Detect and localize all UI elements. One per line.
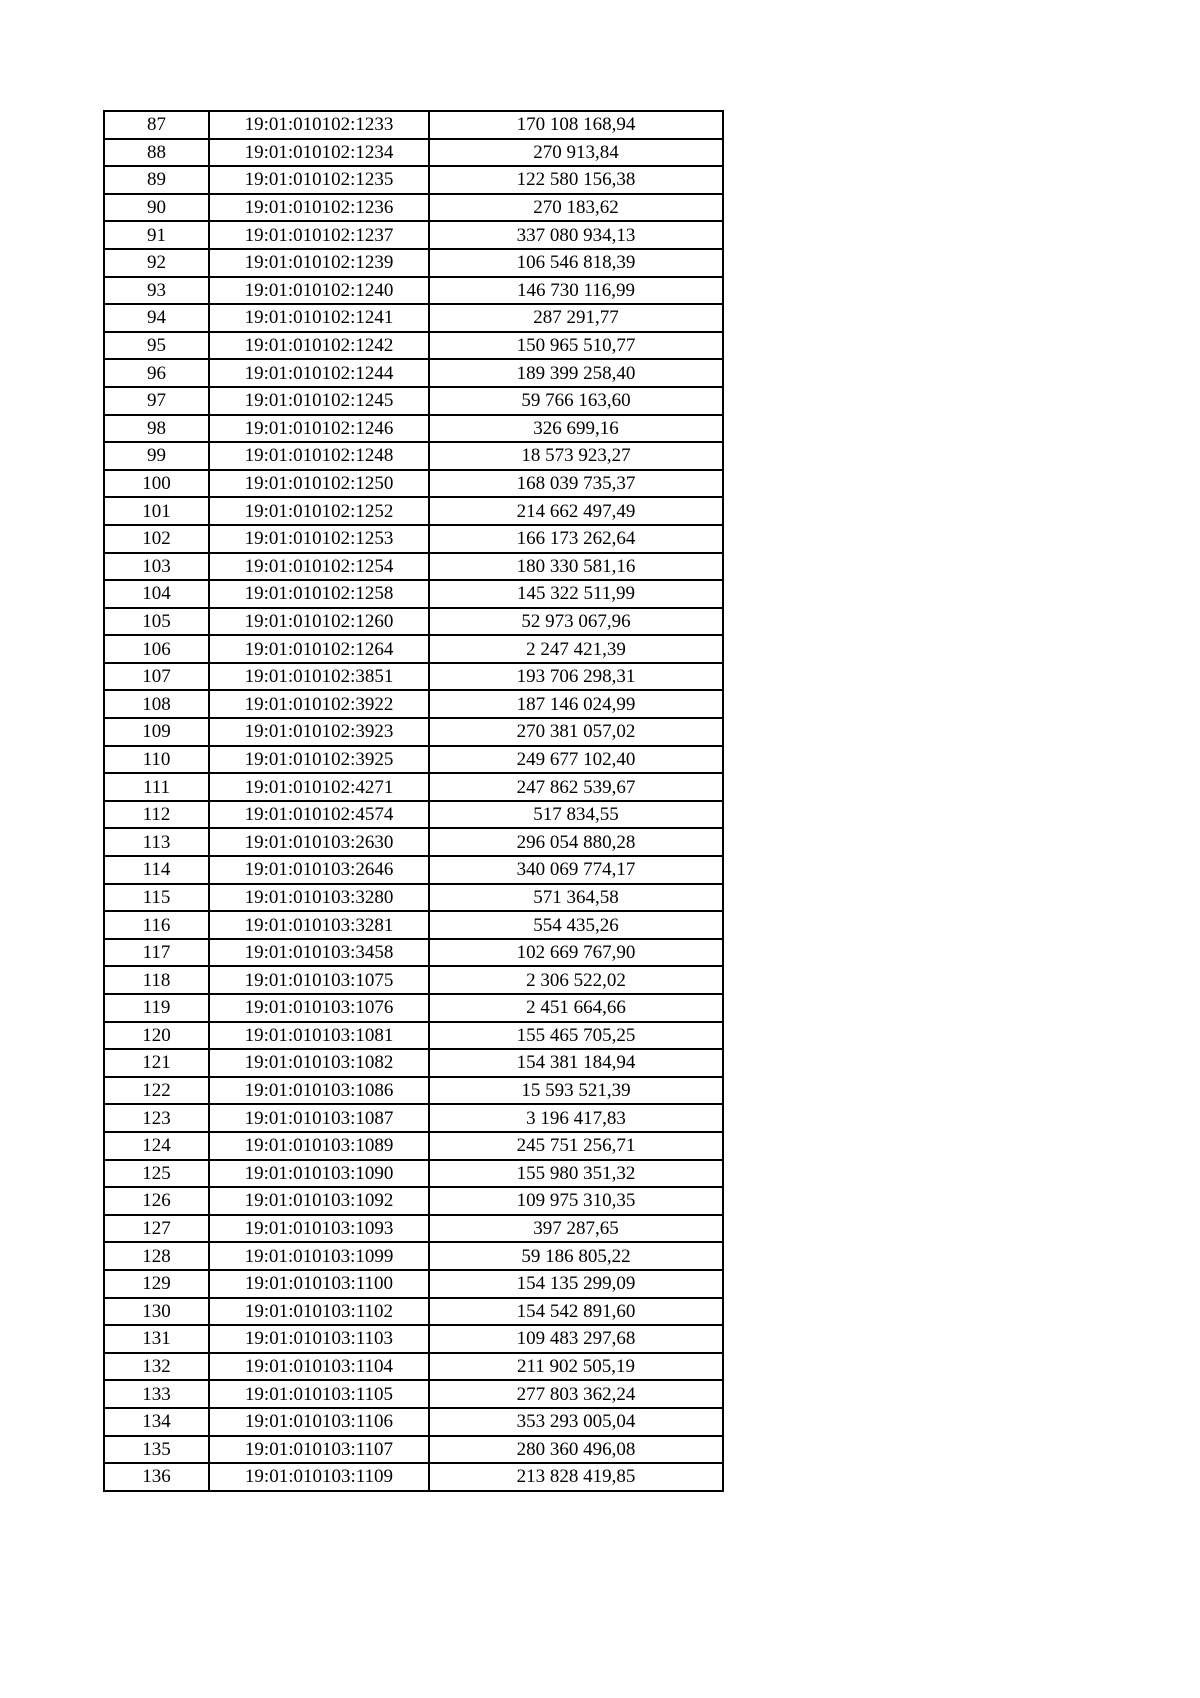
row-number-cell: 116 (104, 911, 209, 939)
cadastral-number-cell: 19:01:010102:1242 (209, 332, 429, 360)
cadastral-number-cell: 19:01:010102:1236 (209, 194, 429, 222)
cadastral-number-cell: 19:01:010103:3281 (209, 911, 429, 939)
table-row (104, 746, 723, 774)
row-number-cell: 121 (104, 1049, 209, 1077)
cadastral-number-cell: 19:01:010103:2630 (209, 828, 429, 856)
table-row (104, 690, 723, 718)
cadastral-value-cell: 280 360 496,08 (429, 1436, 723, 1464)
cadastral-number-cell: 19:01:010102:3922 (209, 690, 429, 718)
table-row (104, 966, 723, 994)
cadastral-value-cell: 247 862 539,67 (429, 773, 723, 801)
cadastral-value-cell: 277 803 362,24 (429, 1380, 723, 1408)
table-row (104, 442, 723, 470)
cadastral-value-cell: 245 751 256,71 (429, 1132, 723, 1160)
row-number-cell: 108 (104, 690, 209, 718)
row-number-cell: 90 (104, 194, 209, 222)
table-row (104, 1104, 723, 1132)
table-row (104, 470, 723, 498)
cadastral-number-cell: 19:01:010102:1237 (209, 221, 429, 249)
row-number-cell: 126 (104, 1187, 209, 1215)
cadastral-value-cell: 571 364,58 (429, 884, 723, 912)
row-number-cell: 105 (104, 608, 209, 636)
row-number-cell: 115 (104, 884, 209, 912)
cadastral-number-cell: 19:01:010102:1253 (209, 525, 429, 553)
cadastral-number-cell: 19:01:010103:1099 (209, 1242, 429, 1270)
table-row (104, 608, 723, 636)
table-row (104, 359, 723, 387)
row-number-cell: 113 (104, 828, 209, 856)
row-number-cell: 112 (104, 801, 209, 829)
table-row (104, 332, 723, 360)
row-number-cell: 94 (104, 304, 209, 332)
cadastral-value-cell: 214 662 497,49 (429, 497, 723, 525)
table-row (104, 1463, 723, 1491)
row-number-cell: 120 (104, 1022, 209, 1050)
cadastral-value-cell: 340 069 774,17 (429, 856, 723, 884)
cadastral-value-cell: 270 381 057,02 (429, 718, 723, 746)
cadastral-value-cell: 122 580 156,38 (429, 166, 723, 194)
cadastral-value-cell: 189 399 258,40 (429, 359, 723, 387)
cadastral-value-cell: 213 828 419,85 (429, 1463, 723, 1491)
cadastral-value-cell: 109 975 310,35 (429, 1187, 723, 1215)
cadastral-number-cell: 19:01:010103:2646 (209, 856, 429, 884)
row-number-cell: 104 (104, 580, 209, 608)
row-number-cell: 131 (104, 1325, 209, 1353)
cadastral-value-cell: 59 186 805,22 (429, 1242, 723, 1270)
table-row (104, 304, 723, 332)
cadastral-number-cell: 19:01:010102:3851 (209, 663, 429, 691)
table-row (104, 1436, 723, 1464)
cadastral-value-cell: 517 834,55 (429, 801, 723, 829)
table-row (104, 111, 723, 139)
cadastral-value-cell: 18 573 923,27 (429, 442, 723, 470)
cadastral-number-cell: 19:01:010103:1105 (209, 1380, 429, 1408)
cadastral-number-cell: 19:01:010103:1107 (209, 1436, 429, 1464)
table-row (104, 139, 723, 167)
cadastral-number-cell: 19:01:010102:1250 (209, 470, 429, 498)
cadastral-value-cell: 59 766 163,60 (429, 387, 723, 415)
row-number-cell: 103 (104, 553, 209, 581)
cadastral-number-cell: 19:01:010103:1087 (209, 1104, 429, 1132)
row-number-cell: 134 (104, 1408, 209, 1436)
cadastral-number-cell: 19:01:010103:1100 (209, 1270, 429, 1298)
cadastral-number-cell: 19:01:010102:1260 (209, 608, 429, 636)
table-row (104, 1298, 723, 1326)
cadastral-value-cell: 2 247 421,39 (429, 635, 723, 663)
table-row (104, 1270, 723, 1298)
table-row (104, 994, 723, 1022)
table-row (104, 1408, 723, 1436)
cadastral-number-cell: 19:01:010102:1241 (209, 304, 429, 332)
cadastral-number-cell: 19:01:010102:1239 (209, 249, 429, 277)
cadastral-number-cell: 19:01:010102:1245 (209, 387, 429, 415)
row-number-cell: 109 (104, 718, 209, 746)
table-row (104, 497, 723, 525)
row-number-cell: 107 (104, 663, 209, 691)
row-number-cell: 88 (104, 139, 209, 167)
cadastral-number-cell: 19:01:010102:4271 (209, 773, 429, 801)
cadastral-value-cell: 102 669 767,90 (429, 939, 723, 967)
cadastral-value-cell: 170 108 168,94 (429, 111, 723, 139)
table-row (104, 221, 723, 249)
cadastral-value-cell: 270 183,62 (429, 194, 723, 222)
cadastral-number-cell: 19:01:010103:3280 (209, 884, 429, 912)
row-number-cell: 136 (104, 1463, 209, 1491)
row-number-cell: 128 (104, 1242, 209, 1270)
cadastral-number-cell: 19:01:010102:1258 (209, 580, 429, 608)
cadastral-value-cell: 353 293 005,04 (429, 1408, 723, 1436)
table-row (104, 828, 723, 856)
table-row (104, 1160, 723, 1188)
row-number-cell: 111 (104, 773, 209, 801)
cadastral-value-cell: 106 546 818,39 (429, 249, 723, 277)
row-number-cell: 129 (104, 1270, 209, 1298)
row-number-cell: 99 (104, 442, 209, 470)
table-row (104, 249, 723, 277)
table-row (104, 718, 723, 746)
cadastral-value-cell: 193 706 298,31 (429, 663, 723, 691)
row-number-cell: 132 (104, 1353, 209, 1381)
cadastral-value-cell: 326 699,16 (429, 415, 723, 443)
table-row (104, 663, 723, 691)
cadastral-value-cell: 211 902 505,19 (429, 1353, 723, 1381)
cadastral-value-table (103, 110, 724, 1492)
cadastral-value-cell: 155 465 705,25 (429, 1022, 723, 1050)
cadastral-value-cell: 154 542 891,60 (429, 1298, 723, 1326)
cadastral-value-cell: 2 451 664,66 (429, 994, 723, 1022)
cadastral-value-cell: 2 306 522,02 (429, 966, 723, 994)
row-number-cell: 119 (104, 994, 209, 1022)
table-row (104, 773, 723, 801)
row-number-cell: 122 (104, 1077, 209, 1105)
cadastral-number-cell: 19:01:010102:3923 (209, 718, 429, 746)
row-number-cell: 93 (104, 277, 209, 305)
cadastral-value-cell: 166 173 262,64 (429, 525, 723, 553)
cadastral-number-cell: 19:01:010103:1089 (209, 1132, 429, 1160)
cadastral-number-cell: 19:01:010102:1254 (209, 553, 429, 581)
row-number-cell: 100 (104, 470, 209, 498)
cadastral-value-cell: 296 054 880,28 (429, 828, 723, 856)
row-number-cell: 114 (104, 856, 209, 884)
cadastral-number-cell: 19:01:010103:1093 (209, 1215, 429, 1243)
row-number-cell: 98 (104, 415, 209, 443)
cadastral-number-cell: 19:01:010103:1086 (209, 1077, 429, 1105)
cadastral-number-cell: 19:01:010103:1075 (209, 966, 429, 994)
table-row (104, 1187, 723, 1215)
cadastral-value-cell: 52 973 067,96 (429, 608, 723, 636)
row-number-cell: 124 (104, 1132, 209, 1160)
cadastral-number-cell: 19:01:010102:1244 (209, 359, 429, 387)
cadastral-number-cell: 19:01:010103:1090 (209, 1160, 429, 1188)
cadastral-value-cell: 397 287,65 (429, 1215, 723, 1243)
row-number-cell: 118 (104, 966, 209, 994)
cadastral-number-cell: 19:01:010102:3925 (209, 746, 429, 774)
table-row (104, 884, 723, 912)
cadastral-value-cell: 109 483 297,68 (429, 1325, 723, 1353)
table-row (104, 277, 723, 305)
table-row (104, 1049, 723, 1077)
table-row (104, 194, 723, 222)
table-row (104, 1380, 723, 1408)
cadastral-number-cell: 19:01:010103:1076 (209, 994, 429, 1022)
cadastral-number-cell: 19:01:010102:1246 (209, 415, 429, 443)
table-row (104, 911, 723, 939)
row-number-cell: 96 (104, 359, 209, 387)
table-body (104, 111, 723, 1491)
cadastral-number-cell: 19:01:010103:1082 (209, 1049, 429, 1077)
table-row (104, 1242, 723, 1270)
table-row (104, 1132, 723, 1160)
row-number-cell: 97 (104, 387, 209, 415)
row-number-cell: 106 (104, 635, 209, 663)
cadastral-value-cell: 270 913,84 (429, 139, 723, 167)
cadastral-number-cell: 19:01:010102:1240 (209, 277, 429, 305)
table-row (104, 1325, 723, 1353)
cadastral-number-cell: 19:01:010102:1248 (209, 442, 429, 470)
row-number-cell: 123 (104, 1104, 209, 1132)
table-row (104, 580, 723, 608)
cadastral-number-cell: 19:01:010102:4574 (209, 801, 429, 829)
cadastral-value-cell: 180 330 581,16 (429, 553, 723, 581)
cadastral-number-cell: 19:01:010103:1092 (209, 1187, 429, 1215)
cadastral-number-cell: 19:01:010103:1106 (209, 1408, 429, 1436)
row-number-cell: 130 (104, 1298, 209, 1326)
table-row (104, 387, 723, 415)
cadastral-number-cell: 19:01:010103:3458 (209, 939, 429, 967)
cadastral-number-cell: 19:01:010103:1081 (209, 1022, 429, 1050)
row-number-cell: 117 (104, 939, 209, 967)
table-row (104, 525, 723, 553)
table-row (104, 939, 723, 967)
cadastral-value-cell: 187 146 024,99 (429, 690, 723, 718)
cadastral-number-cell: 19:01:010102:1252 (209, 497, 429, 525)
cadastral-value-cell: 337 080 934,13 (429, 221, 723, 249)
row-number-cell: 91 (104, 221, 209, 249)
cadastral-number-cell: 19:01:010102:1264 (209, 635, 429, 663)
cadastral-value-cell: 150 965 510,77 (429, 332, 723, 360)
cadastral-value-cell: 287 291,77 (429, 304, 723, 332)
table-row (104, 1077, 723, 1105)
table-row (104, 635, 723, 663)
row-number-cell: 135 (104, 1436, 209, 1464)
row-number-cell: 110 (104, 746, 209, 774)
row-number-cell: 127 (104, 1215, 209, 1243)
table-row (104, 415, 723, 443)
row-number-cell: 92 (104, 249, 209, 277)
cadastral-number-cell: 19:01:010102:1233 (209, 111, 429, 139)
table-row (104, 801, 723, 829)
table-row (104, 856, 723, 884)
cadastral-value-cell: 249 677 102,40 (429, 746, 723, 774)
table-row (104, 1353, 723, 1381)
cadastral-value-cell: 554 435,26 (429, 911, 723, 939)
cadastral-number-cell: 19:01:010103:1109 (209, 1463, 429, 1491)
row-number-cell: 89 (104, 166, 209, 194)
row-number-cell: 87 (104, 111, 209, 139)
cadastral-number-cell: 19:01:010102:1235 (209, 166, 429, 194)
cadastral-value-cell: 168 039 735,37 (429, 470, 723, 498)
cadastral-value-cell: 145 322 511,99 (429, 580, 723, 608)
row-number-cell: 95 (104, 332, 209, 360)
table-row (104, 553, 723, 581)
row-number-cell: 125 (104, 1160, 209, 1188)
cadastral-value-cell: 154 135 299,09 (429, 1270, 723, 1298)
row-number-cell: 102 (104, 525, 209, 553)
cadastral-value-cell: 15 593 521,39 (429, 1077, 723, 1105)
cadastral-value-cell: 3 196 417,83 (429, 1104, 723, 1132)
row-number-cell: 101 (104, 497, 209, 525)
table-row (104, 1022, 723, 1050)
cadastral-number-cell: 19:01:010102:1234 (209, 139, 429, 167)
cadastral-number-cell: 19:01:010103:1104 (209, 1353, 429, 1381)
cadastral-value-cell: 155 980 351,32 (429, 1160, 723, 1188)
cadastral-value-cell: 146 730 116,99 (429, 277, 723, 305)
cadastral-number-cell: 19:01:010103:1103 (209, 1325, 429, 1353)
table-row (104, 166, 723, 194)
table-row (104, 1215, 723, 1243)
row-number-cell: 133 (104, 1380, 209, 1408)
cadastral-number-cell: 19:01:010103:1102 (209, 1298, 429, 1326)
cadastral-value-cell: 154 381 184,94 (429, 1049, 723, 1077)
